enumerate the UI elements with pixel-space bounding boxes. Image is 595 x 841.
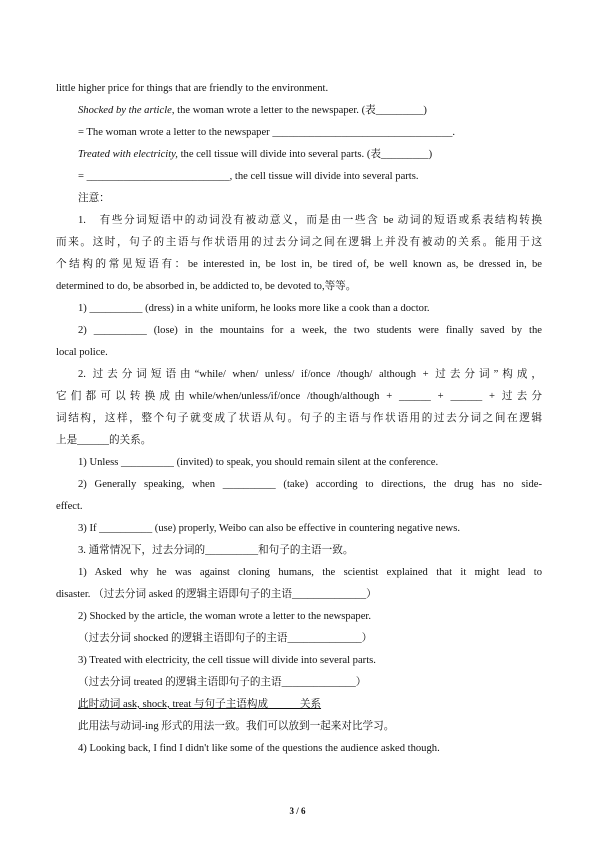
example-line: disaster. （过去分词 asked 的逻辑主语即句子的主语______________） xyxy=(56,589,377,600)
text-line: little higher price for things that are friendly to the environment. xyxy=(56,83,329,94)
text-line: = ___________________________, the cell tissue will divide into several parts. xyxy=(78,171,419,182)
example-line: （过去分词 treated 的逻辑主语即句子的主语______________） xyxy=(78,677,367,688)
text-line: 词结构，这样，整个句子就变成了状语从句。句子的主语与作状语用的过去分词之间在逻辑 xyxy=(56,413,542,424)
text-line xyxy=(78,148,542,161)
example-line: 3) Treated with electricity, the cell tissue will divide into several parts. xyxy=(78,655,376,666)
exercise-line: 1) Unless __________ (invited) to speak, you should remain silent at the conference. xyxy=(78,457,439,468)
exercise-line: 2) __________ (lose) in the mountains for a week, the two students were finally saved by the xyxy=(78,325,542,336)
text-span: , the woman wrote a letter to the newspaper. (表_________) xyxy=(171,105,427,116)
example-line: （过去分词 shocked 的逻辑主语即句子的主语______________） xyxy=(78,633,373,644)
text-line: = The woman wrote a letter to the newspaper __________________________________. xyxy=(78,127,456,138)
text-line: determined to do, be absorbed in, be addicted to, be devoted to,等等。 xyxy=(56,281,357,292)
text-span: the cell tissue will divide into several parts. (表_________) xyxy=(177,149,433,160)
exercise-line: 3) If __________ (use) properly, Weibo can also be effective in countering negative news. xyxy=(78,523,460,534)
text-line xyxy=(78,104,542,117)
exercise-line: local police. xyxy=(56,347,108,358)
text-line: 而来。这时，句子的主语与作状语用的过去分词之间在逻辑上并没有被动的关系。能用于这 xyxy=(56,237,542,248)
text-line: 3. 通常情况下，过去分词的__________和句子的主语一致。 xyxy=(78,545,354,556)
text-line: 上是______的关系。 xyxy=(56,435,152,446)
example-line: 2) Shocked by the article, the woman wrote a letter to the newspaper. xyxy=(78,611,371,622)
underlined-note: 此时动词 ask, shock, treat 与句子主语构成______关系 xyxy=(78,699,322,710)
text-line: 个结构的常见短语有：be interested in, be lost in, be tired of, be well known as, be dressed in, be xyxy=(56,259,542,270)
example-line: 4) Looking back, I find I didn't like some of the questions the audience asked though. xyxy=(78,743,440,754)
text-line: 它们都可以转换成由while/when/unless/if/once /though/although + ______ + ______ + 过去分 xyxy=(56,391,542,402)
text-line: 2. 过去分词短语由“while/ when/ unless/ if/once /though/ although + 过去分词”构成， xyxy=(78,369,542,380)
italic-phrase: Treated with electricity, xyxy=(78,149,178,160)
italic-phrase: Shocked by the article xyxy=(78,105,172,116)
text-line: 1. 有些分词短语中的动词没有被动意义，而是由一些含 be 动词的短语或系表结构转换 xyxy=(78,215,542,226)
example-line: 1) Asked why he was against cloning humans, the scientist explained that it might lead to xyxy=(78,567,542,578)
exercise-line: 2) Generally speaking, when __________ (take) according to directions, the drug has no side- xyxy=(78,479,542,490)
exercise-line: 1) __________ (dress) in a white uniform, he looks more like a cook than a doctor. xyxy=(78,303,430,314)
page-number: 3 / 6 xyxy=(289,806,306,816)
text-line: 此用法与动词-ing 形式的用法一致。我们可以放到一起来对比学习。 xyxy=(78,721,395,732)
exercise-line: effect. xyxy=(56,501,83,512)
note-heading: 注意： xyxy=(78,193,110,204)
